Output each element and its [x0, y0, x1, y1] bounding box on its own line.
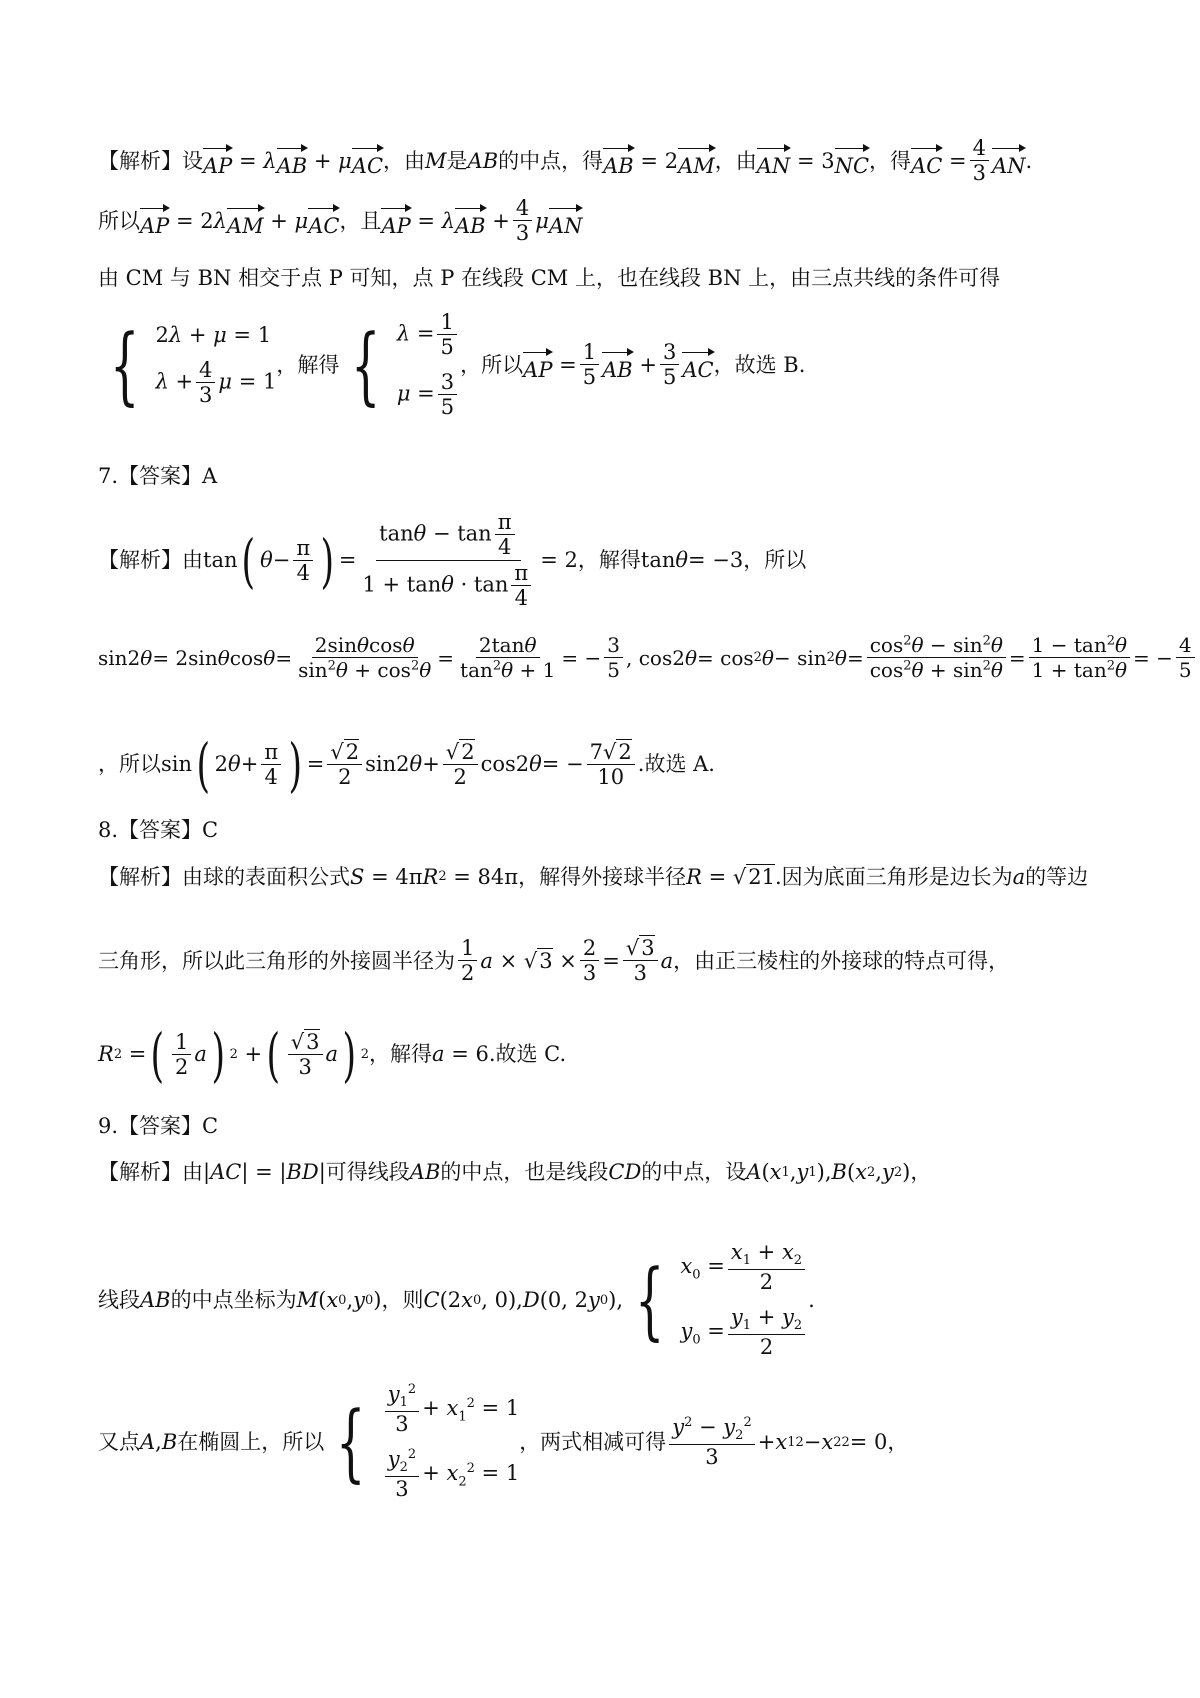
q6-solution-line-2: 所以 AP = 2 λ AM + μ AC ，且 AP = λ AB + $\frac{4}{3}$ μ AN — [98, 196, 583, 246]
text: ，解得 — [368, 1042, 432, 1067]
text: ，解得 — [577, 548, 641, 573]
text: ，所以 — [98, 752, 161, 777]
q7-solution-line-1: 【解析】由 tan ( θ − $\frac{\pi}{4}$ ) = tanθ − tan $\frac{\pi}{4}$ 1 + tanθ · tan $\frac{\pi}{4}$ = 2 ，解得 tan θ = −3 ，所以 — [98, 510, 807, 611]
text: ，所以 — [460, 352, 524, 377]
text: 的中点坐标为 — [170, 1287, 297, 1312]
text: 三角形，所以此三角形的外接圆半径为 — [98, 948, 455, 973]
text: 在椭圆上，所以 — [177, 1429, 325, 1454]
text: ，且 — [339, 208, 382, 233]
q8-solution-line-3: R 2 = ( $\frac{1}{2}$ a ) 2 + ( $\frac{√3}{3}$ a ) 2 ，解得 a = 6 .故选 C. — [98, 1021, 567, 1089]
text: 又点 — [98, 1429, 140, 1454]
q7-solution-line-2: sin2 θ = 2sin θ cos θ = $\frac{2\sin\theta\cos\theta}{\sin^2\theta + \cos^2\theta}$ = $\frac{2\tan\theta}{\tan^2\theta + 1}$ = − $\frac{3}{5}$ , cos2 θ = cos 2 θ − sin 2 θ = $\frac{\cos^2\theta - \sin^2\theta}{\cos^2\theta + \sin^2\theta}$ = $\frac{1 - \tan^2\theta}{1 + \tan^2\theta}$ = − $\frac{4}{5}$ — [98, 634, 1198, 682]
text: 的中点，设 — [641, 1160, 747, 1184]
q8-solution-line-2: 三角形，所以此三角形的外接圆半径为 $\frac{1}{2}$ a × √ 3 × $\frac{2}{3}$ = $\frac{√3}{3}$ a ，由正三棱柱的外接球的特点可得， — [98, 936, 1010, 986]
text: 线段 — [98, 1287, 140, 1312]
text: ，则 — [381, 1287, 424, 1312]
text: 可得线段 — [325, 1160, 410, 1184]
text: .因为底面三角形是边长为 — [774, 864, 1013, 889]
text: ，由 — [714, 148, 757, 173]
text: ，故选 B. — [713, 352, 806, 377]
text: 【解析】设 — [98, 148, 203, 173]
text: ，由 — [383, 148, 426, 173]
q9-solution-line-1: 【解析】由 | AC | = | BD | 可得线段 AB 的中点，也是线段 CD 的中点，设 A ( x 1 , y 1 ), B ( x 2 , y 2 )， — [98, 1160, 932, 1184]
q9-solution-line-2: 线段 AB 的中点坐标为 M ( x 0 , y 0 ) ，则 C (2 x 0 , 0), D (0, 2 y 0 ), { $x_0$ = $\frac{x_1 + x_2}{2}$ $y_0$ = $\frac{y_1 + y_2}{2}$ . — [98, 1240, 815, 1360]
q7-answer: 7.【答案】A — [98, 464, 218, 488]
text: ，两式相减可得 — [519, 1429, 667, 1454]
q8-solution-line-1: 【解析】由球的表面积公式 S = 4π R 2 = 84π ，解得外接球半径 R = √ 21 .因为底面三角形是边长为 a 的等边 — [98, 864, 1089, 889]
text: 的等边 — [1025, 864, 1089, 889]
q8-answer: 8.【答案】C — [98, 818, 219, 842]
text: .故选 A. — [637, 752, 715, 777]
text: 的中点，得 — [498, 148, 604, 173]
text: 所以 — [98, 208, 140, 233]
text: ，所以 — [743, 548, 807, 573]
text: 【解析】由 — [98, 1160, 203, 1184]
text: .故选 C. — [488, 1042, 567, 1067]
q7-solution-line-3: ，所以 sin ( 2 θ + $\frac{\pi}{4}$ ) = $\frac{√2}{2}$ sin2 θ + $\frac{√2}{2}$ cos2 θ = − $\frac{7√2}{10}$ .故选 A. — [98, 731, 715, 799]
q6-solution-line-1: 【解析】设 AP = λ AB + μ AC ，由 M 是 AB 的中点，得 AB = 2 AM ，由 AN = 3 NC ，得 AC = $\frac{4}{3}$ AN . — [98, 136, 1033, 186]
text: ，由正三棱柱的外接球的特点可得， — [673, 948, 1010, 973]
text: 是 — [446, 148, 468, 173]
text: 【解析】由球的表面积公式 — [98, 864, 350, 889]
text: 的中点，也是线段 — [440, 1160, 609, 1184]
q9-answer: 9.【答案】C — [98, 1114, 219, 1138]
text: 【解析】由 — [98, 548, 203, 573]
text: ，得 — [869, 148, 912, 173]
q6-solution-line-4: { 2λ + μ = 1 λ + $\frac{4}{3}$ μ = 1 ，解得 { λ = $\frac{1}{5}$ μ = $\frac{3}{5}$ ，所以 AP = $\frac{1}{5}$ AB + $\frac{3}{5}$ AC ，故选 B. — [110, 310, 806, 420]
text: ，解得外接球半径 — [518, 864, 687, 889]
q9-solution-line-3: 又点 A , B 在椭圆上，所以 { $\frac{y_1^2}{3}$ + $x_1^2 = 1$ $\frac{y_2^2}{3}$ + $x_2^2 = 1$ ，两式相减可得 $\frac{y^2 - y_2^2}{3}$ + x 1 2 − x 2 2 = 0， — [98, 1382, 909, 1502]
q6-solution-line-3: 由 CM 与 BN 相交于点 P 可知，点 P 在线段 CM 上，也在线段 BN 上，由三点共线的条件可得 — [98, 266, 1001, 290]
text: ，解得 — [276, 352, 340, 377]
